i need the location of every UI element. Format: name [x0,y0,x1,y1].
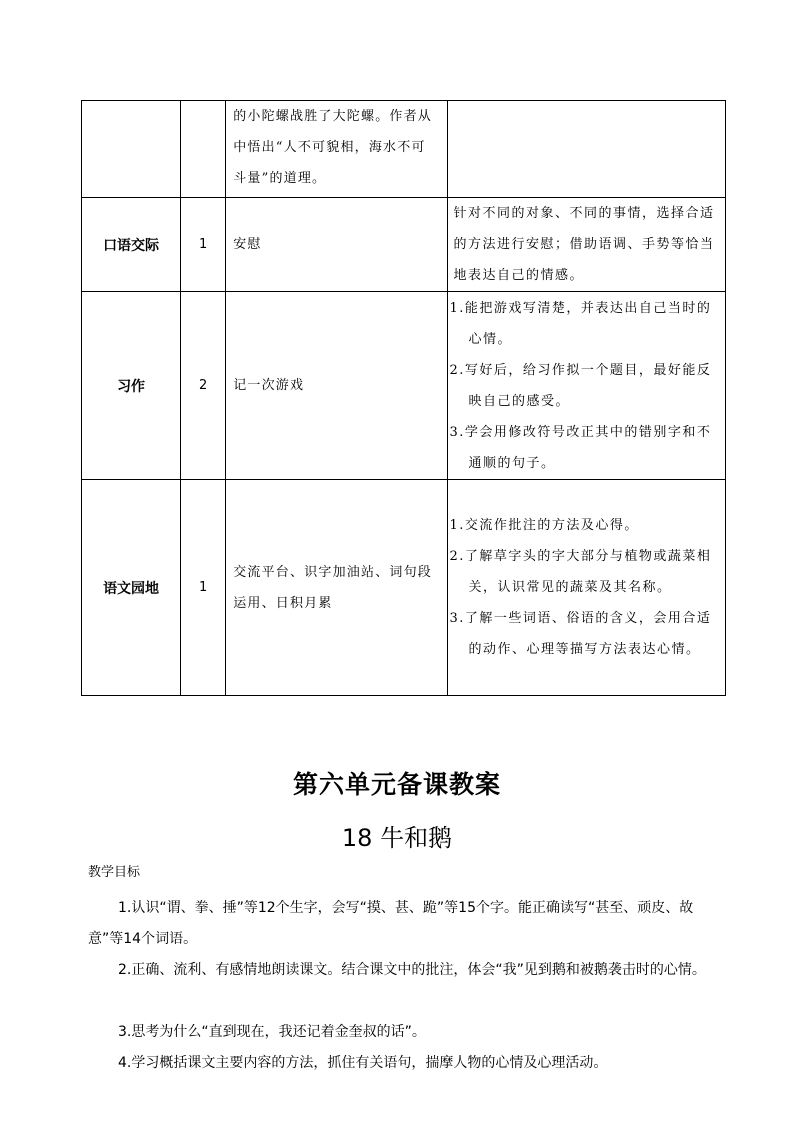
objective-text: 3.思考为什么“直到现在，我还记着金奎叔的话”。 [118,1024,426,1040]
hours-cell: 2 [181,292,226,480]
objective-text: 4.学习概括课文主要内容的方法，抓住有关语句，揣摩人物的心情及心理活动。 [118,1055,608,1071]
goals-cell [447,480,725,696]
objective-paragraph [88,1017,724,1048]
table-row [82,292,726,480]
objective-paragraph [88,893,724,955]
category-cell [82,101,181,198]
goal-item: 3.学会用修改符号改正其中的错别字和不通顺的句子。 [449,424,712,471]
unit-title: 第六单元备课教案 [292,770,501,799]
hours-cell: 1 [181,480,226,696]
category-cell: 语文园地 [82,480,181,696]
objectives-label: 教学目标 [88,865,141,880]
goal-item: 1.能把游戏写清楚，并表达出自己当时的心情。 [449,300,712,347]
category-cell: 口语交际 [82,198,181,292]
hours-cell: 1 [181,198,226,292]
content-cell: 安慰 [226,198,447,292]
category-cell: 习作 [82,292,181,480]
objective-paragraph [88,1048,724,1079]
content-cell: 的小陀螺战胜了大陀螺。作者从中悟出“人不可貌相，海水不可斗量”的道理。 [226,101,447,198]
content-cell: 交流平台、识字加油站、词句段运用、日积月累 [226,480,447,696]
goal-item: 2.写好后，给习作拟一个题目，最好能反映自己的感受。 [449,362,712,409]
objective-text: 2.正确、流利、有感情地朗读课文。结合课文中的批注，体会“我”见到鹅和被鹅袭击时的心情。 [118,962,706,978]
hours-cell [181,101,226,198]
goals-cell [447,101,725,198]
table-row [82,101,726,198]
goals-cell [447,198,725,292]
goal-item: 1.交流作批注的方法及心得。 [449,518,639,533]
table-row [82,198,726,292]
objective-paragraph [88,955,724,986]
goal-item: 针对不同的对象、不同的事情，选择合适的方法进行安慰；借助语调、手势等恰当地表达自己的情感。 [453,206,715,283]
goal-item: 3.了解一些词语、俗语的含义，会用合适的动作、心理等描写方法表达心情。 [449,611,712,657]
unit-plan-table [81,100,726,696]
lesson-title: 18 牛和鹅 [341,824,453,852]
objective-text: 1.认识“谓、拳、捶”等12个生字，会写“摸、甚、跪”等15个字。能正确读写“甚至、顽皮、故意”等14个词语。 [88,900,694,947]
goal-item: 2.了解草字头的字大部分与植物或蔬菜相关，认识常见的蔬菜及其名称。 [449,549,712,595]
goals-cell [447,292,725,480]
table-row [82,480,726,696]
content-cell: 记一次游戏 [226,292,447,480]
